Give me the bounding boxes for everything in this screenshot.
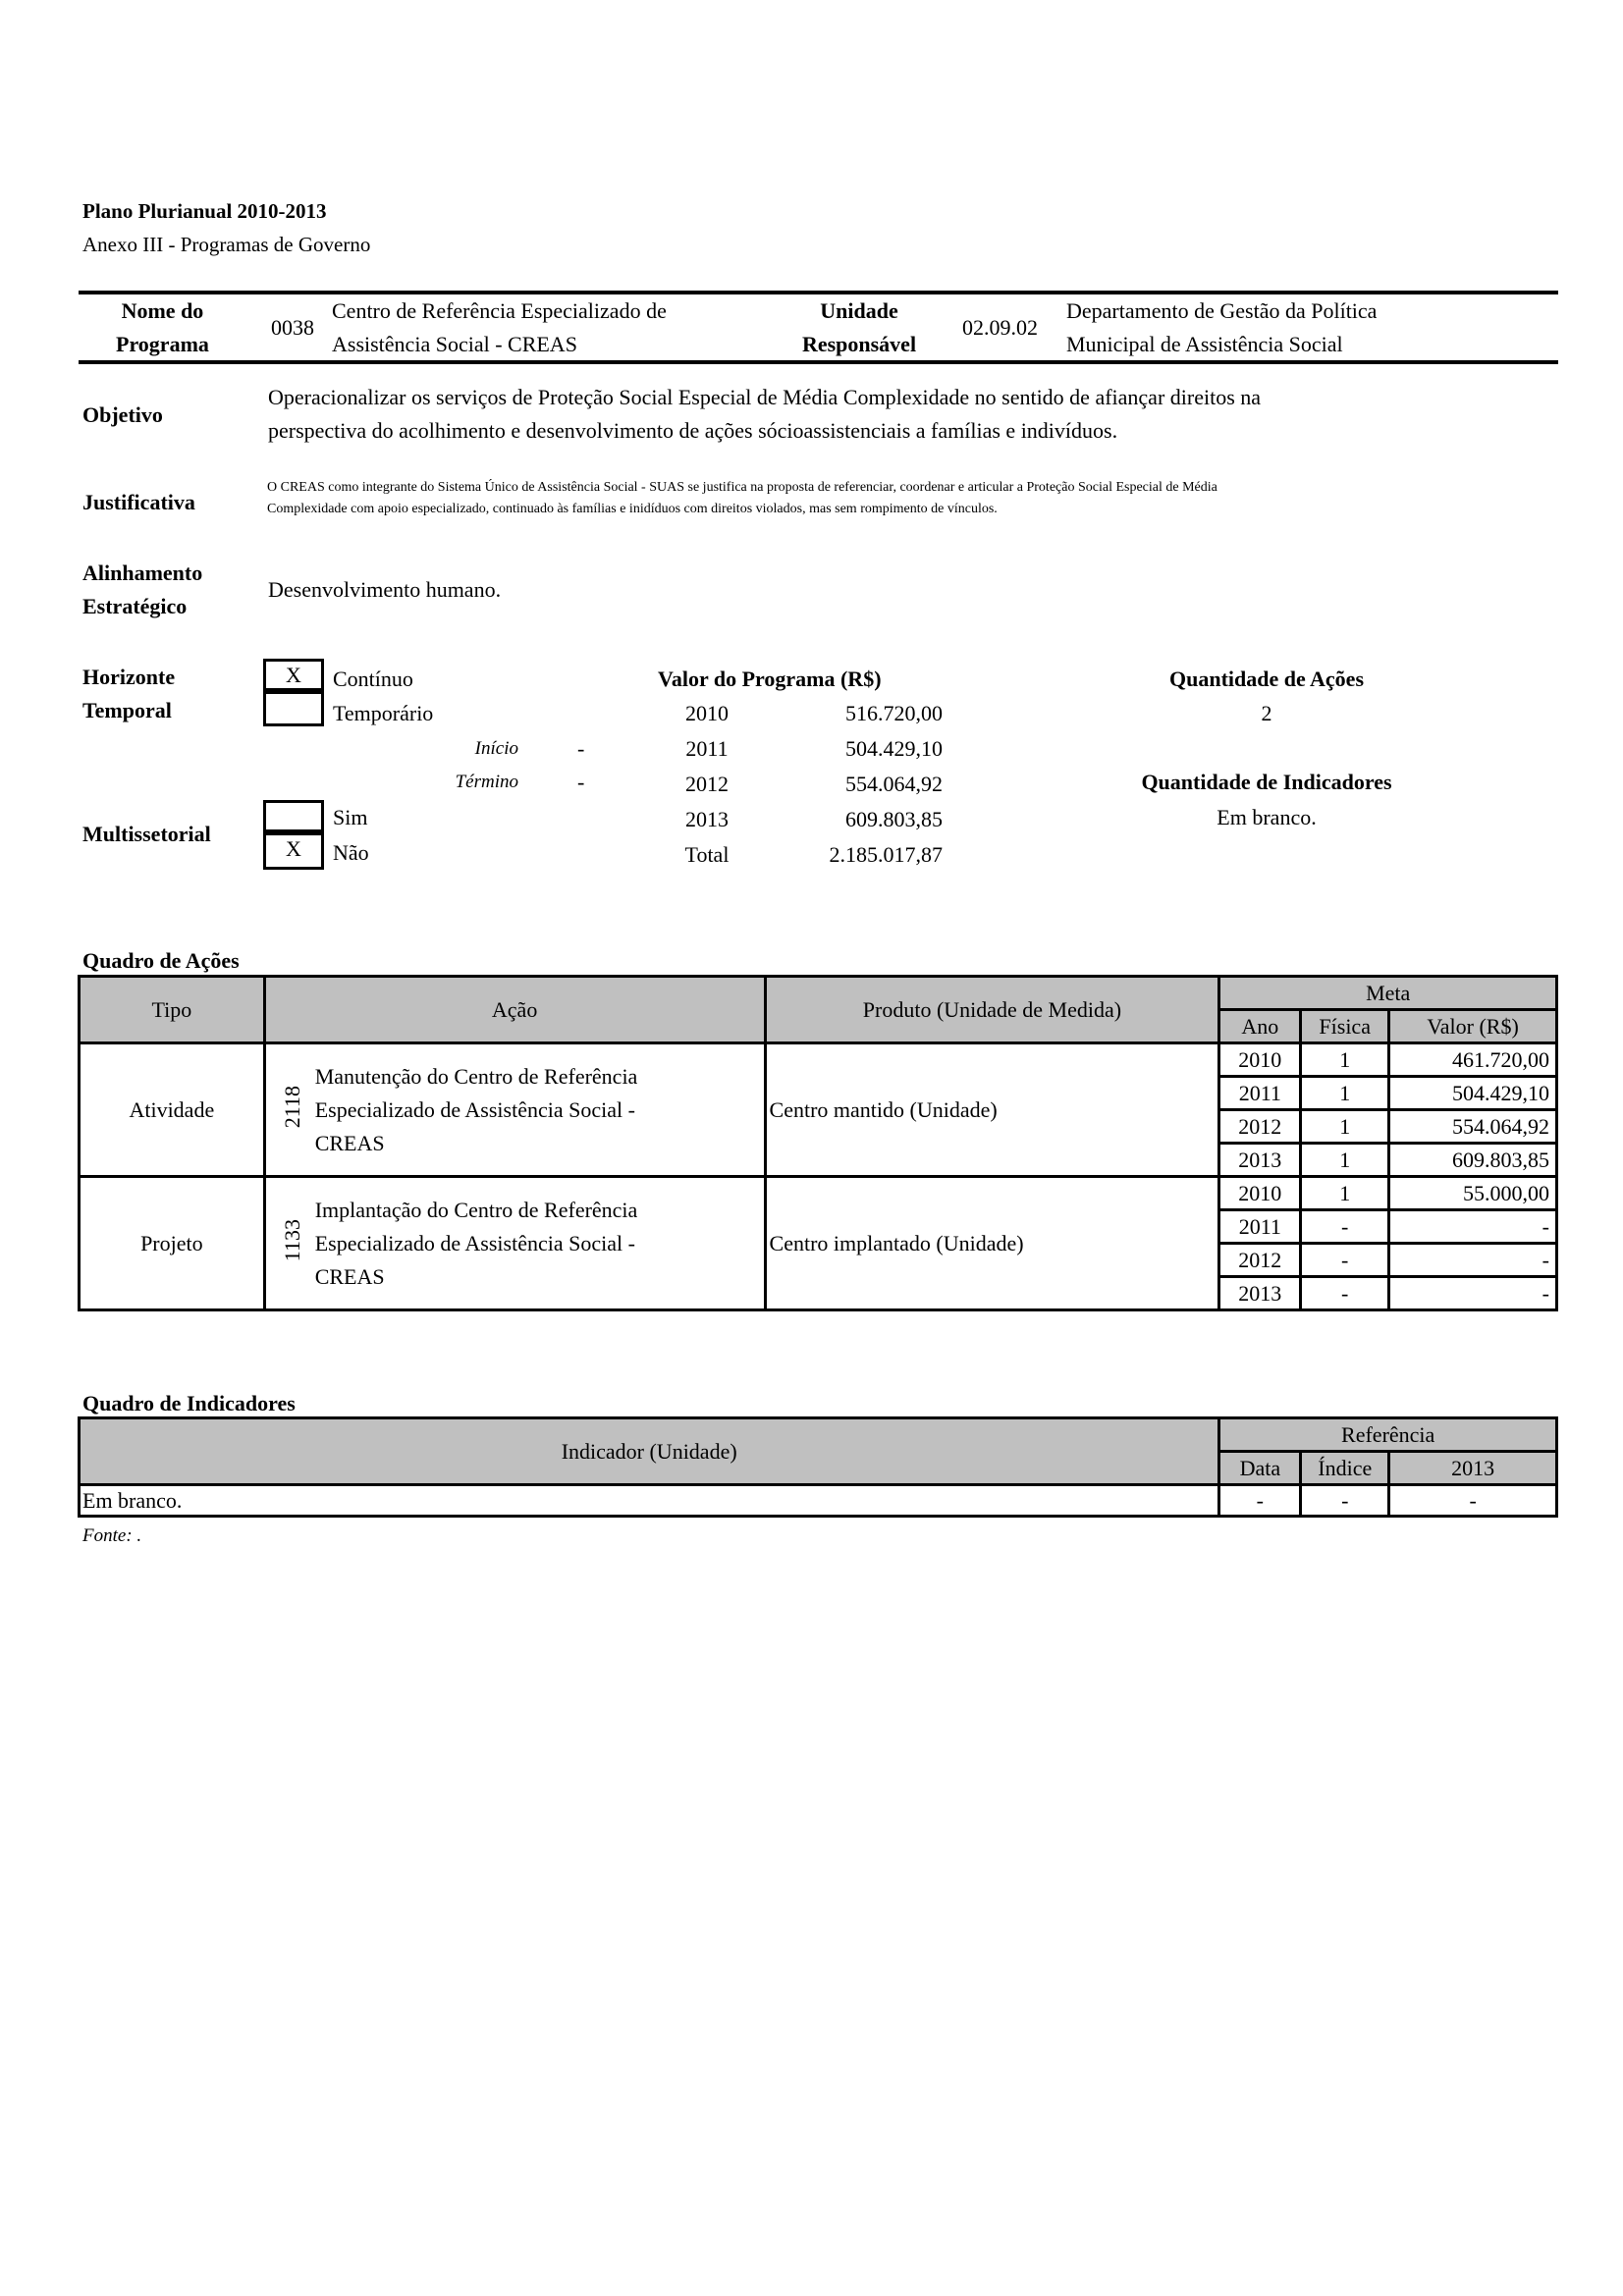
valor-row: 2012 554.064,92 [685,772,943,796]
checkbox-sim[interactable] [263,800,324,832]
table-row: Projeto 1133 Implantação do Centro de Referência Especializado de Assistência Social - CREAS Centro implantado (Unidade) 2010 1 55.000,00 [80,1177,1557,1210]
table-row: 2013 - - [80,1277,1557,1310]
termino-label: Término [455,772,518,792]
header-ano: Ano [1219,1010,1301,1043]
table-row: 2011 1 504.429,10 [80,1077,1557,1110]
acao-code: 2118 [279,1085,304,1129]
quadro-acoes-title: Quadro de Ações [82,948,240,973]
table-row: 2012 1 554.064,92 [80,1110,1557,1144]
header-meta: Meta [1219,977,1557,1010]
table-row: 2013 1 609.803,85 [80,1144,1557,1177]
valor-row: 2010 516.720,00 [685,701,943,725]
option-temporario-label: Temporário [333,701,434,725]
inicio-label: Início [474,738,518,759]
termino-value: - [577,770,585,794]
header-indice: Índice [1301,1452,1389,1485]
alinhamento-value: Desenvolvimento humano. [268,577,502,602]
header-referencia: Referência [1219,1418,1557,1452]
multissetorial-label: Multissetorial [82,822,211,846]
header-tipo: Tipo [80,977,265,1043]
acao-cell: 1133 Implantação do Centro de Referência Especializado de Assistência Social - CREAS [264,1177,765,1310]
valor-programa-title: Valor do Programa (R$) [658,667,882,691]
checkbox-nao[interactable]: X [263,832,324,870]
header-data: Data [1219,1452,1301,1485]
checkbox-temporario[interactable] [263,691,324,726]
horizonte-label: Horizonte Temporal [82,665,176,722]
quantidade-indicadores-value: Em branco. [1217,805,1317,829]
checkbox-continuo[interactable]: X [263,659,324,691]
header-valor: Valor (R$) [1389,1010,1557,1043]
justificativa-text: O CREAS como integrante do Sistema Único de Assistência Social - SUAS se justifica na proposta de referenciar, coordenar e articular a Proteção Social Especial de Média Complexidade com apoio especializado, continuado às famílias e inidíduos com direitos violados, mas sem rompimento de vínculos. [267,480,1217,516]
justificativa-label: Justificativa [82,490,195,514]
produto-cell: Centro implantado (Unidade) [765,1177,1219,1310]
header-acao: Ação [264,977,765,1043]
header-indicador: Indicador (Unidade) [80,1418,1219,1485]
quadro-indicadores-title: Quadro de Indicadores [82,1391,296,1415]
valor-programa-list [648,697,943,874]
alinhamento-label: Alinhamento Estratégico [82,561,203,618]
acao-cell: 2118 Manutenção do Centro de Referência Especializado de Assistência Social - CREAS [264,1043,765,1177]
valor-row: 2011 504.429,10 [685,736,943,761]
objetivo-label: Objetivo [82,402,163,427]
document-subtitle: Anexo III - Programas de Governo [82,233,371,256]
unit-name: Departamento de Gestão da Política Municipal de Assistência Social [1066,298,1378,356]
table-row: 2011 - - [80,1210,1557,1244]
table-row: 2012 - - [80,1244,1557,1277]
unit-label: Unidade Responsável [801,298,917,356]
option-nao-label: Não [333,840,369,865]
acoes-table [78,975,1558,1311]
objetivo-text: Operacionalizar os serviços de Proteção Social Especial de Média Complexidade no sentido de afiançar direitos na perspectiva do acolhimento e desenvolvimento de ações sócioassistenciais a famílias e indivíduos. [268,385,1262,443]
indicadores-table [78,1416,1558,1518]
option-sim-label: Sim [333,805,368,829]
quantidade-acoes-title: Quantidade de Ações [1168,667,1365,691]
tipo-cell: Atividade [80,1043,265,1177]
option-continuo-label: Contínuo [333,667,413,691]
document-title: Plano Plurianual 2010-2013 [82,199,327,223]
tipo-cell: Projeto [80,1177,265,1310]
produto-cell: Centro mantido (Unidade) [765,1043,1219,1177]
valor-row: 2013 609.803,85 [685,807,943,831]
program-name-label: Nome do Programa [116,298,209,356]
table-row: Em branco. - - - [80,1485,1557,1517]
quantidade-indicadores-title: Quantidade de Indicadores [1141,770,1392,794]
header-produto: Produto (Unidade de Medida) [765,977,1219,1043]
header-ano: 2013 [1389,1452,1557,1485]
fonte-note: Fonte: . [82,1525,142,1546]
program-name: Centro de Referência Especializado de Assistência Social - CREAS [332,298,667,356]
valor-total-row: Total 2.185.017,87 [684,842,943,867]
inicio-value: - [577,736,585,761]
program-code: 0038 [271,315,314,340]
header-fisica: Física [1301,1010,1389,1043]
unit-code: 02.09.02 [962,315,1038,340]
table-row: Atividade 2118 Manutenção do Centro de Referência Especializado de Assistência Social - CREAS Centro mantido (Unidade) 2010 1 461.720,00 [80,1043,1557,1077]
acao-code: 1133 [279,1218,304,1262]
quantidade-acoes-value: 2 [1261,701,1272,725]
